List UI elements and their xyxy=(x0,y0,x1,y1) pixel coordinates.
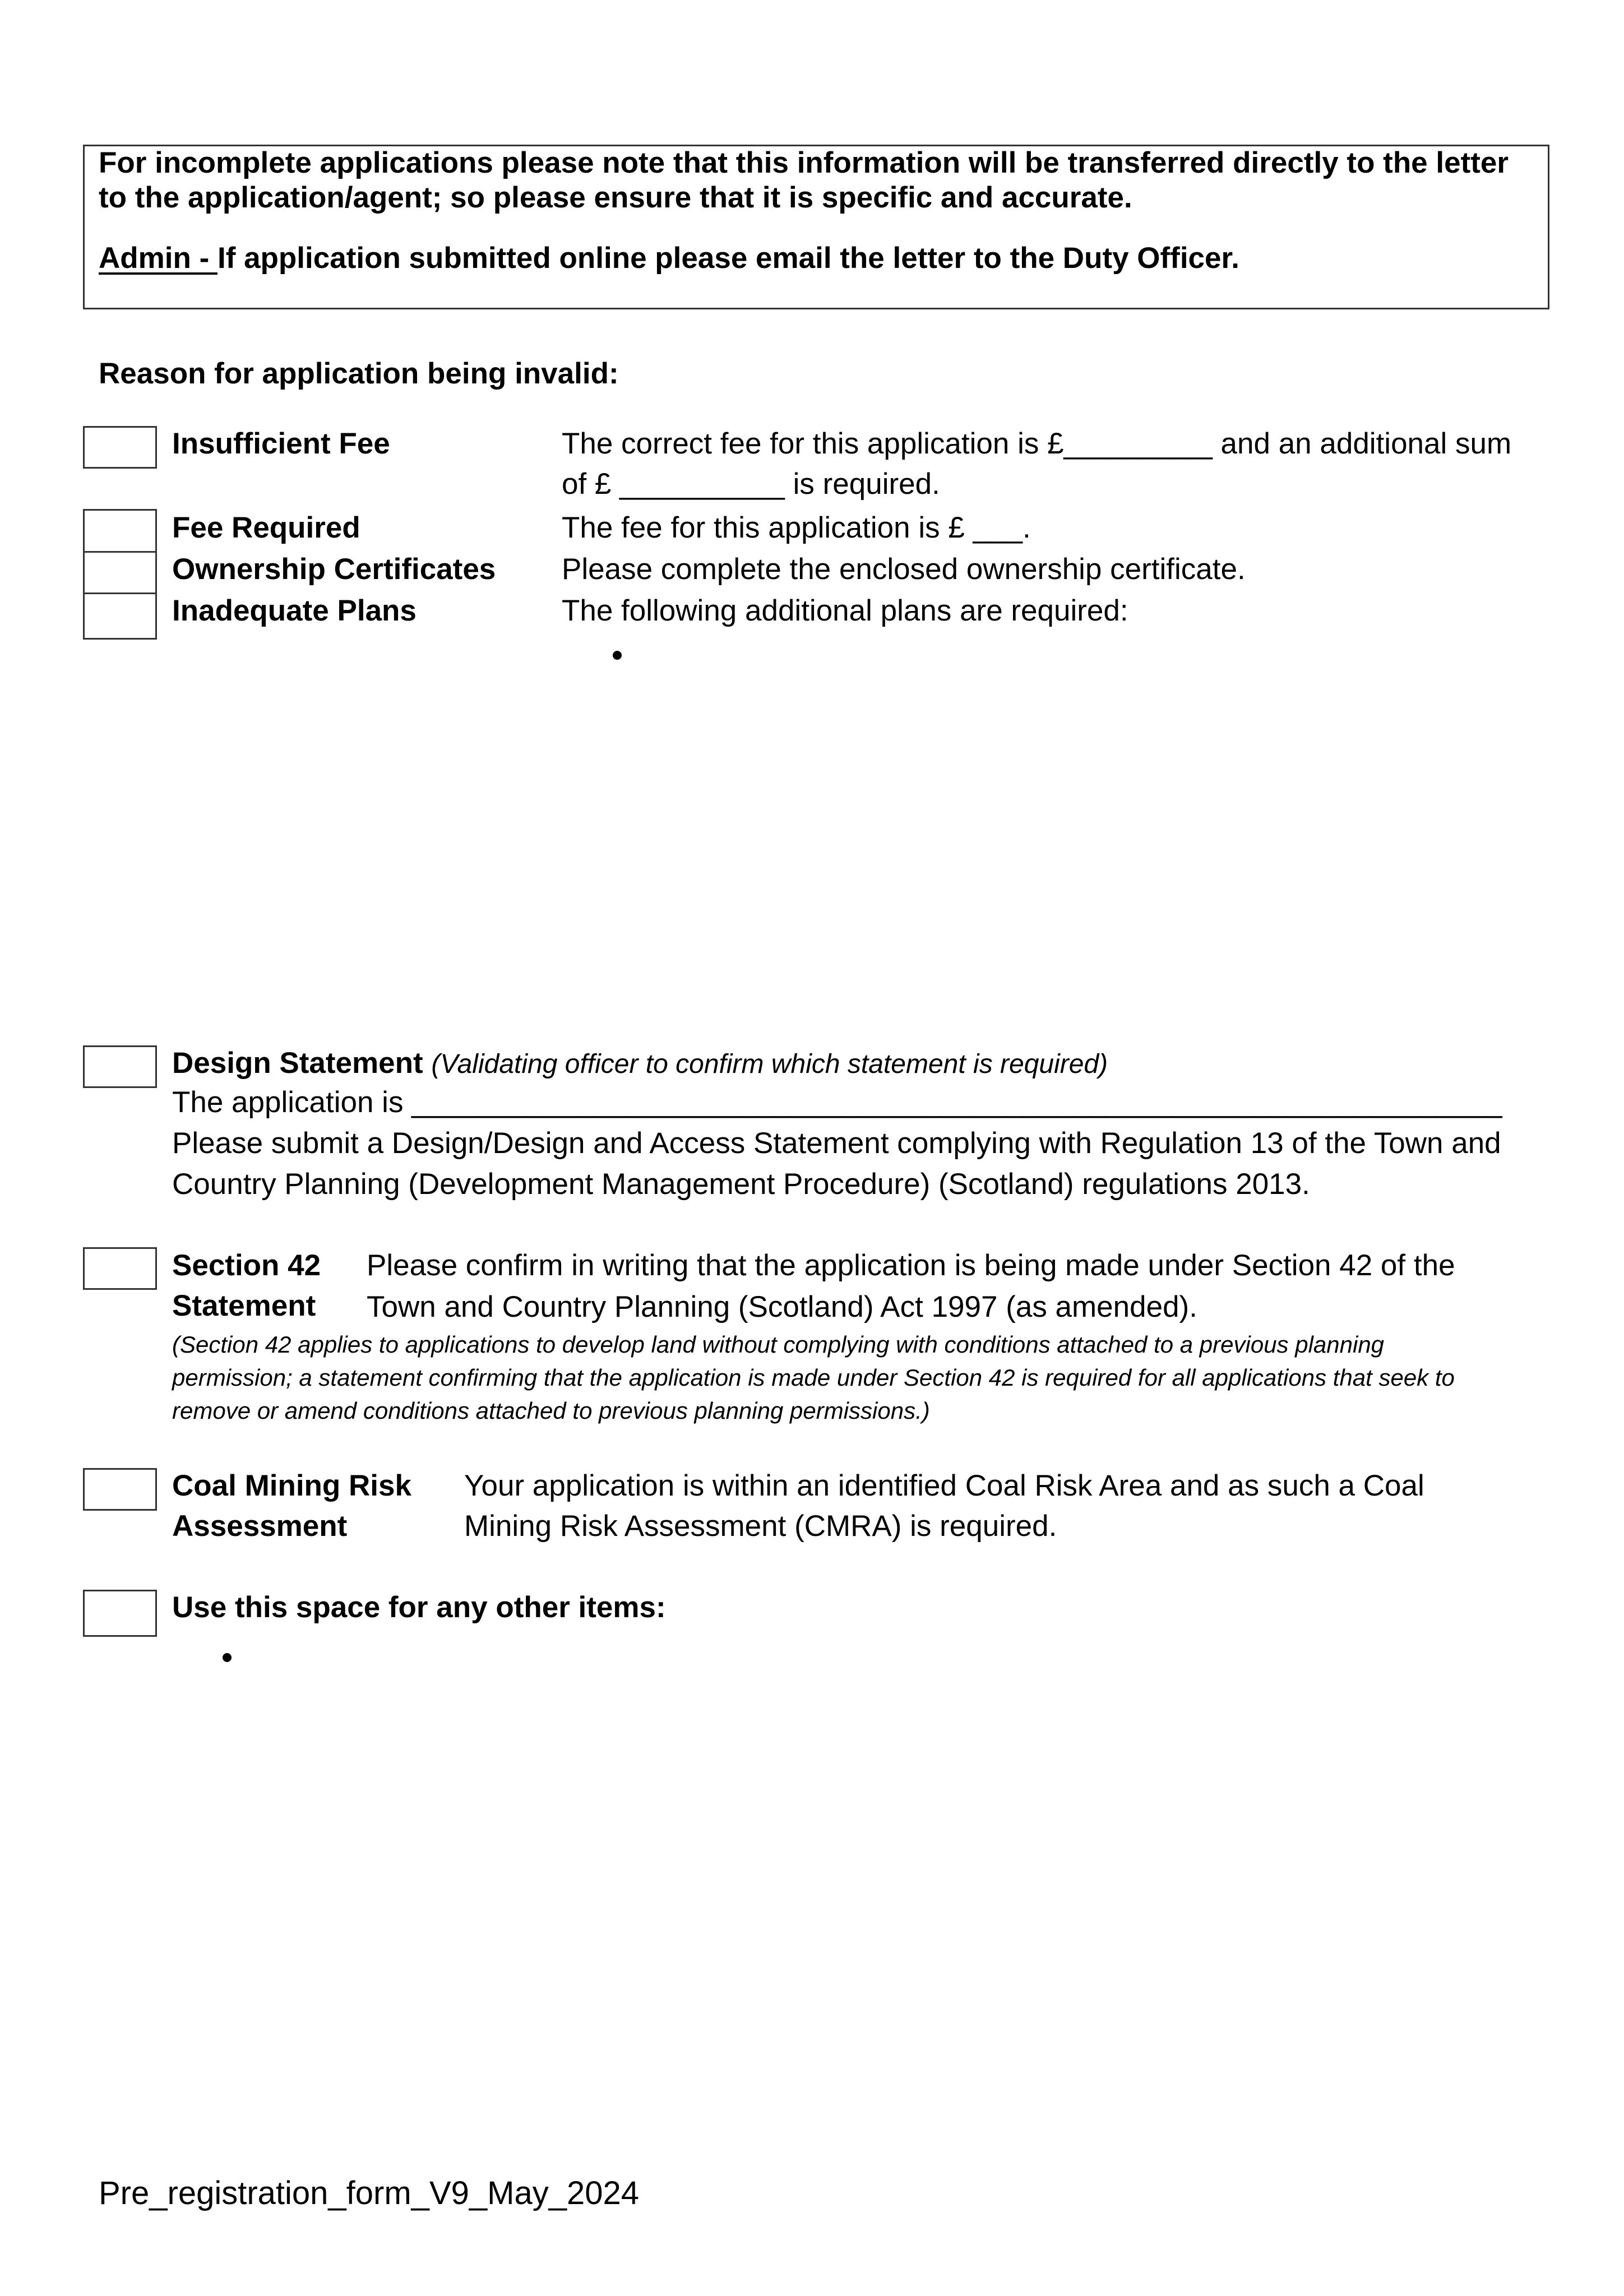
admin-note xyxy=(99,241,1239,276)
reason-heading: Reason for application being invalid: xyxy=(99,357,619,390)
insufficient-fee-checkbox[interactable] xyxy=(83,426,157,469)
notice-line-1: For incomplete applications please note that this information will be transferred directly to the letter xyxy=(99,146,1509,179)
other-items-label: Use this space for any other items: xyxy=(172,1591,666,1624)
admin-label: Admin - xyxy=(99,242,218,275)
fee-required-checkbox[interactable] xyxy=(83,509,157,553)
coal-mining-label-2: Assessment xyxy=(172,1510,348,1543)
inadequate-plans-checkbox[interactable] xyxy=(83,592,157,640)
ownership-text: Please complete the enclosed ownership certificate. xyxy=(562,553,1246,586)
other-items-bullet-icon xyxy=(223,1653,232,1662)
footer-form-id: Pre_registration_form_V9_May_2024 xyxy=(99,2175,639,2211)
section42-note-1: (Section 42 applies to applications to develop land without complying with conditions attached to a previous planning xyxy=(172,1331,1385,1358)
coal-mining-line-2: Mining Risk Assessment (CMRA) is required. xyxy=(464,1510,1057,1543)
fee-required-label: Fee Required xyxy=(172,511,360,544)
section42-label-2: Statement xyxy=(172,1289,316,1322)
section42-note-2: permission; a statement confirming that the application is made under Section 42 is required for all applications that seek to xyxy=(172,1364,1455,1391)
section42-checkbox[interactable] xyxy=(83,1247,157,1290)
other-items-checkbox[interactable] xyxy=(83,1590,157,1637)
ownership-checkbox[interactable] xyxy=(83,551,157,594)
insufficient-fee-line-1: The correct fee for this application is £_________ and an additional sum xyxy=(562,427,1512,460)
plans-bullet-icon xyxy=(613,651,622,660)
coal-mining-label-1: Coal Mining Risk xyxy=(172,1469,411,1502)
section42-line-2: Town and Country Planning (Scotland) Act 1997 (as amended). xyxy=(367,1290,1197,1323)
design-statement-note: (Validating officer to confirm which statement is required) xyxy=(431,1049,1108,1079)
design-statement-line-1: The application is __________________________________________________________________ xyxy=(172,1086,1502,1119)
design-statement-line-2: Please submit a Design/Design and Access Statement complying with Regulation 13 of the Town and xyxy=(172,1127,1501,1160)
section42-line-1: Please confirm in writing that the application is being made under Section 42 of the xyxy=(367,1249,1455,1282)
coal-mining-line-1: Your application is within an identified Coal Risk Area and as such a Coal xyxy=(464,1469,1424,1502)
admin-text: If application submitted online please email the letter to the Duty Officer. xyxy=(217,242,1239,275)
insufficient-fee-label: Insufficient Fee xyxy=(172,427,390,460)
fee-required-text: The fee for this application is £ ___. xyxy=(562,511,1031,544)
section42-label-1: Section 42 xyxy=(172,1249,321,1282)
insufficient-fee-line-2: of £ __________ is required. xyxy=(562,467,940,501)
design-statement-label: Design Statement xyxy=(172,1047,423,1080)
ownership-label: Ownership Certificates xyxy=(172,553,496,586)
design-statement-checkbox[interactable] xyxy=(83,1045,157,1088)
design-statement-line-3: Country Planning (Development Management Procedure) (Scotland) regulations 2013. xyxy=(172,1168,1310,1201)
section42-note-3: remove or amend conditions attached to previous planning permissions.) xyxy=(172,1397,930,1424)
notice-line-2: to the application/agent; so please ensure that it is specific and accurate. xyxy=(99,181,1132,214)
inadequate-plans-text: The following additional plans are required: xyxy=(562,594,1128,627)
inadequate-plans-label: Inadequate Plans xyxy=(172,594,417,627)
coal-mining-checkbox[interactable] xyxy=(83,1468,157,1511)
design-statement-heading xyxy=(172,1046,1108,1082)
